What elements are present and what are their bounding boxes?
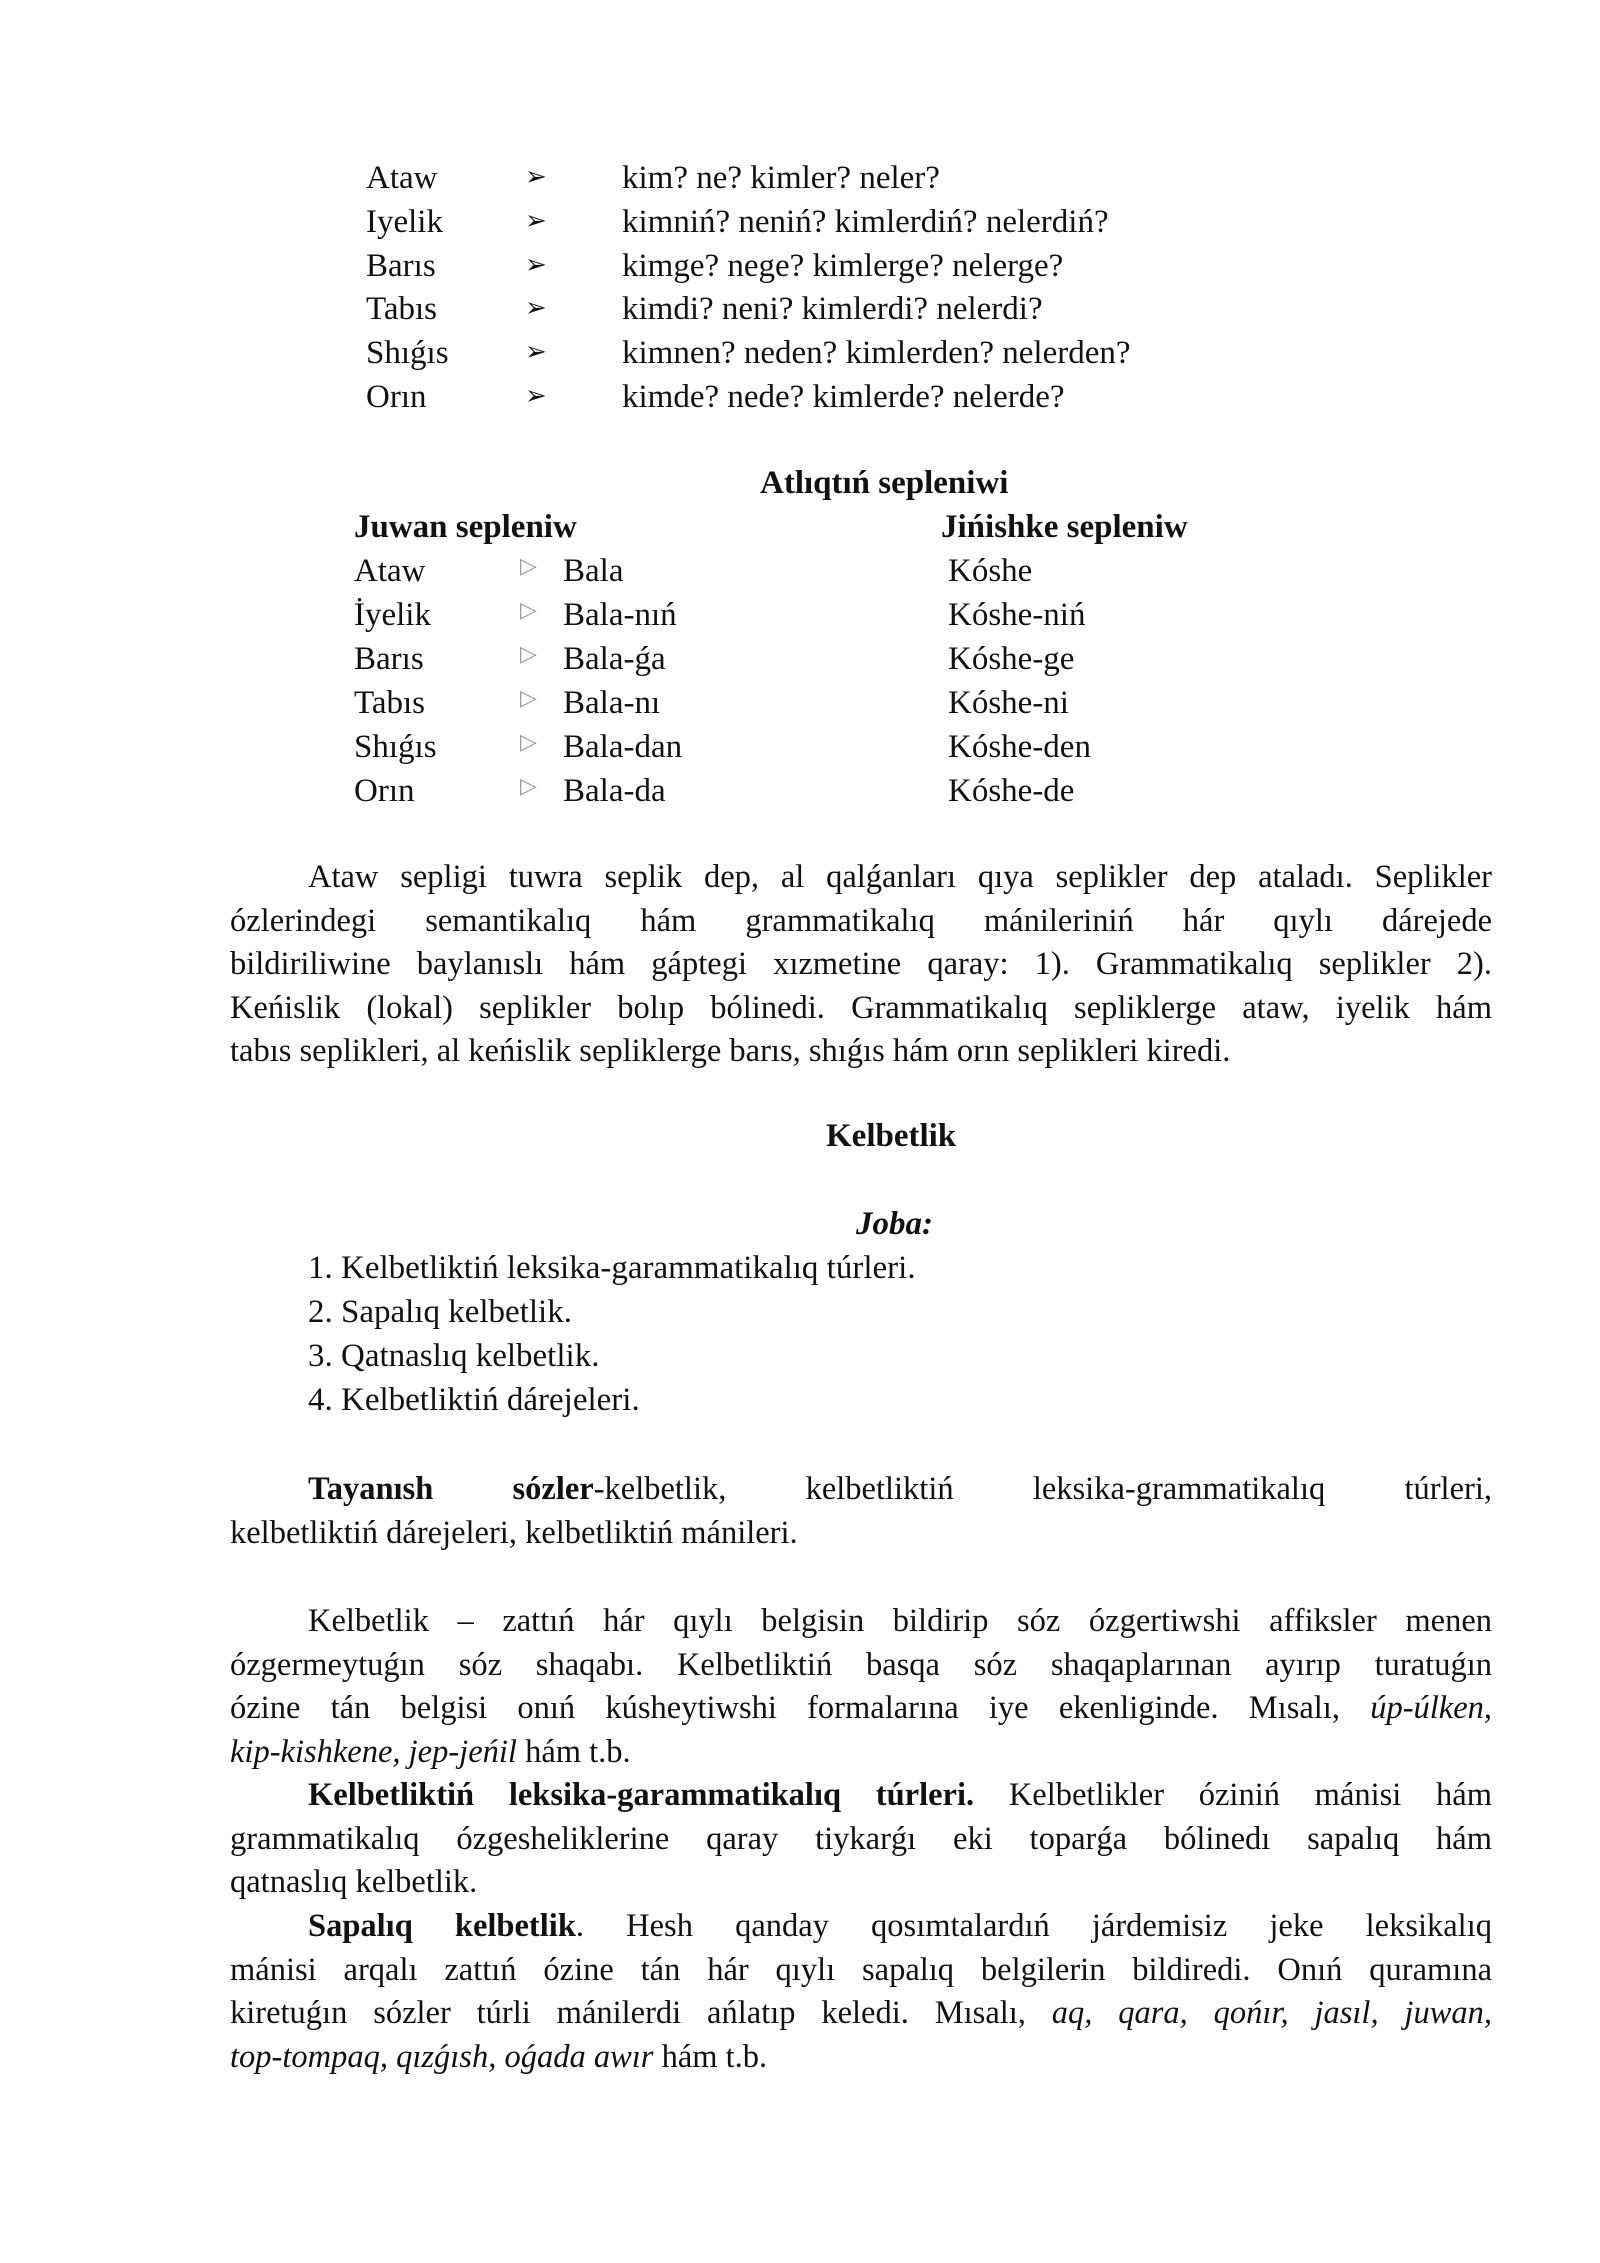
paragraph-line: ózgermeytuǵın sóz shaqabı. Kelbetliktiń basqa sóz shaqaplarınan ayırıp turatuǵın [230,1646,1492,1683]
paragraph-kelbetlik-definition [230,1600,1492,1774]
hard-declension-header: Juwan sepleniw [354,509,577,545]
triangle-right-icon: ▷ [520,774,537,799]
case-questions: kimde? nede? kimlerde? nelerde? [622,379,1065,415]
table-case: Shıǵıs [354,729,437,765]
paragraph-line: ózlerindegi semantikalıq hám grammatikalıq mánileriniń hár qıylı dárejede [230,902,1492,939]
table-case: Tabıs [354,685,426,721]
case-name: Ataw [366,160,438,196]
hard-form: Bala [563,553,624,589]
paragraph-line [230,1687,1492,1731]
arrow-right-icon: ➢ [525,293,547,323]
paragraph-line: Kelbetlik – zattıń hár qıylı belgisin bildirip sóz ózgertiwshi affiksler menen [308,1603,1492,1639]
paragraph-line: Keńislik (lokal) seplikler bolıp bólinedi. Grammatikalıq sepliklerge ataw, iyelik hám [230,989,1492,1026]
plan-item: 2. Sapalıq kelbetlik. [308,1294,572,1330]
paragraph-text: ózine tán belgisi onıń kúsheytiwshi formalarına iye ekenliginde. Mısalı, [230,1690,1340,1727]
paragraph-lexico-grammatical-types [230,1774,1492,1905]
triangle-right-icon: ▷ [520,554,537,579]
case-questions: kimge? nege? kimlerge? nelerge? [622,248,1064,284]
section-title: Kelbetlik [826,1118,957,1154]
keywords-line [230,1468,1492,1512]
arrow-right-icon: ➢ [525,162,547,192]
paragraph-heading: Kelbetliktiń leksika-garammatikalıq túrleri. [308,1777,975,1813]
table-case: Orın [354,773,415,809]
soft-form: Kóshe-ge [948,641,1075,677]
example-words: úp-úlken, [1370,1690,1493,1727]
keywords-line: kelbetliktiń dárejeleri, kelbetliktiń mánileri. [230,1514,798,1551]
paragraph-line [230,1731,1492,1775]
paragraph-heading: Sapalıq kelbetlik [308,1908,576,1944]
plan-title: Joba: [856,1206,933,1242]
paragraph-text: hám t.b. [661,2038,768,2075]
hard-form: Bala-dan [563,729,683,765]
keywords-label: Tayanısh [308,1471,434,1507]
hard-form: Bala-da [563,773,666,809]
hard-form: Bala-nı [563,685,661,721]
example-words: aq, qara, qońır, jasıl, juwan, [1051,1995,1493,2032]
soft-form: Kóshe-den [948,729,1091,765]
table-case: Barıs [354,641,424,677]
arrow-right-icon: ➢ [525,337,547,367]
soft-form: Kóshe-de [948,773,1075,809]
declension-title: Atlıqtıń sepleniwi [760,465,1009,501]
table-case: Ataw [354,553,426,589]
arrow-right-icon: ➢ [525,250,547,280]
paragraph-line [230,1992,1492,2036]
case-questions: kimniń? neniń? kimlerdiń? nelerdiń? [622,204,1109,240]
case-name: Orın [366,379,427,415]
paragraph-text: kiretuǵın sózler túrli mánilerdi ańlatıp keledi. Mısalı, [230,1995,1026,2032]
example-words: kip-kishkene, jep-jeńil [230,1733,517,1770]
triangle-right-icon: ▷ [520,598,537,623]
paragraph-text: Kelbetlikler óziniń mánisi hám [1008,1777,1492,1813]
paragraph-line [230,1774,1492,1818]
soft-form: Kóshe-ni [948,685,1069,721]
case-name: Tabıs [366,291,438,327]
arrow-right-icon: ➢ [525,381,547,411]
keywords-label: sózler [512,1471,594,1507]
paragraph-line: mánisi arqalı zattıń ózine tán hár qıylı sapalıq belgilerin bildiredi. Onıń quramına [230,1951,1492,1988]
case-name: Barıs [366,248,436,284]
case-questions: kimnen? neden? kimlerden? nelerden? [622,335,1131,371]
triangle-right-icon: ▷ [520,642,537,667]
arrow-right-icon: ➢ [525,206,547,236]
paragraph-line: grammatikalıq ózgesheliklerine qaray tiykarǵı eki toparǵa bólinedı sapalıq hám [230,1820,1492,1857]
soft-form: Kóshe-niń [948,597,1086,633]
paragraph-line [230,1905,1492,1949]
paragraph-line: tabıs seplikleri, al keńislik sepliklerge barıs, shıǵıs hám orın seplikleri kiredi. [230,1033,1231,1070]
paragraph-line: qatnaslıq kelbetlik. [230,1864,478,1901]
paragraph-text: . Hesh qanday qosımtalardıń járdemisiz jeke leksikalıq [575,1908,1492,1944]
paragraph-case-types [230,856,1492,1074]
keywords-paragraph [230,1468,1492,1555]
paragraph-line: Ataw sepligi tuwra seplik dep, al qalǵanları qıya seplikler dep ataladı. Seplikler [308,859,1492,895]
case-questions: kim? ne? kimler? neler? [622,160,940,196]
paragraph-line [230,2036,1492,2080]
example-words: top-tompaq, qızǵısh, oǵada awır [230,2038,654,2075]
plan-item: 1. Kelbetliktiń leksika-garammatikalıq túrleri. [308,1250,916,1286]
plan-item: 3. Qatnaslıq kelbetlik. [308,1338,600,1374]
paragraph-text: hám t.b. [525,1733,631,1770]
case-name: Iyelik [366,204,443,240]
paragraph-line: bildiriliwine baylanıslı hám gáptegi xızmetine qaray: 1). Grammatikalıq seplikler 2). [230,946,1492,983]
hard-form: Bala-nıń [563,597,677,633]
paragraph-qualitative-adjective [230,1905,1492,2079]
soft-declension-header: Jińishke sepleniw [941,509,1188,545]
table-case: İyelik [354,597,431,633]
hard-form: Bala-ǵa [563,641,666,677]
triangle-right-icon: ▷ [520,686,537,711]
soft-form: Kóshe [948,553,1033,589]
case-questions: kimdi? neni? kimlerdi? nelerdi? [622,291,1043,327]
plan-item: 4. Kelbetliktiń dárejeleri. [308,1382,640,1418]
keywords-text: -kelbetlik, kelbetliktiń leksika-grammatikalıq túrleri, [593,1471,1492,1507]
case-name: Shıǵıs [366,335,449,371]
triangle-right-icon: ▷ [520,730,537,755]
